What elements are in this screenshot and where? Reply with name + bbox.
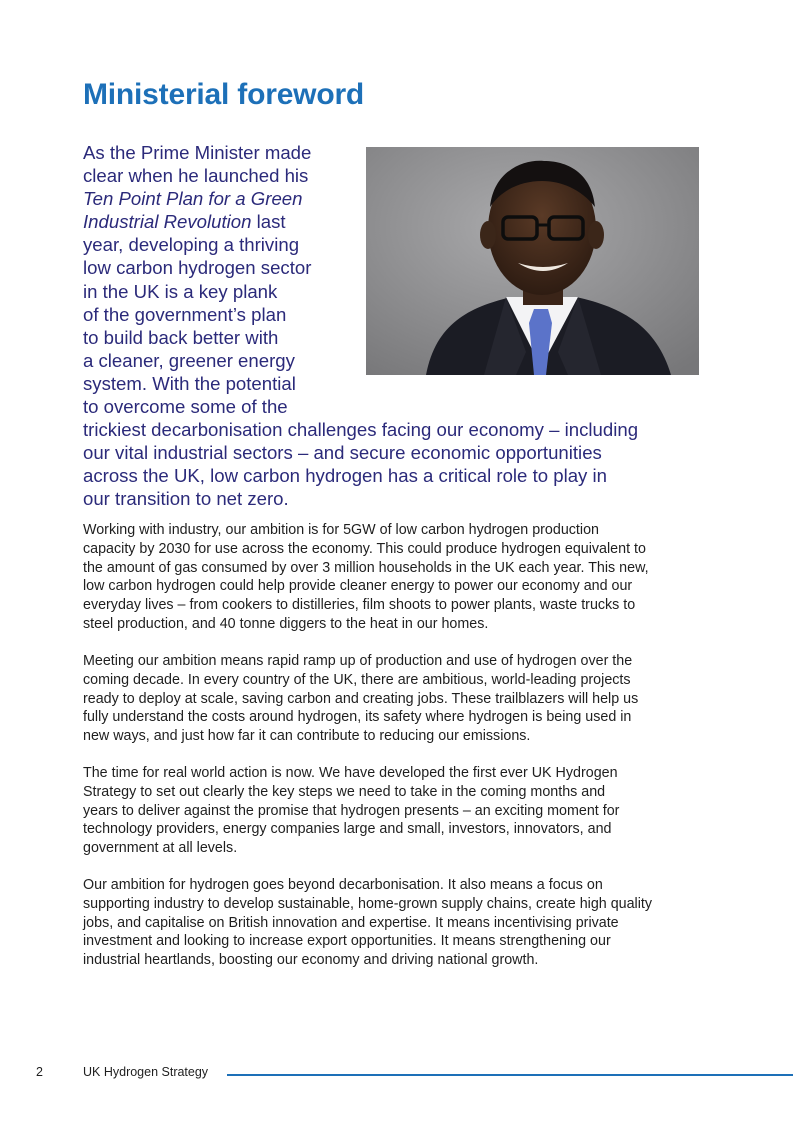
body-line: technology providers, energy companies large and small, investors, innovators, and	[83, 821, 612, 838]
body-line: fully understand the costs around hydrogen, its safety where hydrogen is being used in	[83, 709, 632, 726]
body-line: jobs, and capitalise on British innovation and expertise. It means incentivising private	[83, 914, 619, 931]
lead-line: a cleaner, greener energy	[83, 349, 295, 371]
lead-text: last	[251, 211, 286, 233]
body-line: new ways, and just how far it can contribute to reducing our emissions.	[83, 728, 531, 745]
lead-line: system. With the potential	[83, 372, 296, 394]
body-paragraph	[83, 521, 708, 634]
lead-line: clear when he launched his	[83, 165, 309, 187]
page-title: Ministerial foreword	[83, 78, 365, 111]
lead-line: across the UK, low carbon hydrogen has a critical role to play in	[83, 465, 607, 487]
body-line: investment and looking to increase export opportunities. It means strengthening our	[83, 933, 611, 950]
body-line: years to deliver against the promise that hydrogen presents – an exciting moment for	[83, 802, 620, 819]
minister-portrait-photo	[366, 147, 699, 375]
lead-line: trickiest decarbonisation challenges facing our economy – including	[83, 419, 639, 441]
plan-title-italic: Ten Point Plan for a Green	[83, 188, 303, 210]
body-line: Working with industry, our ambition is for 5GW of low carbon hydrogen production	[83, 522, 599, 538]
lead-line: low carbon hydrogen sector	[83, 257, 312, 279]
body-line: Strategy to set out clearly the key steps we need to take in the coming months and	[83, 783, 606, 800]
body-line: coming decade. In every country of the UK, there are ambitious, world-leading projects	[83, 671, 631, 688]
body-line: low carbon hydrogen could help provide cleaner energy to power our economy and our	[83, 578, 633, 595]
plan-title-italic: Industrial Revolution	[83, 211, 252, 233]
body-paragraph	[83, 876, 708, 970]
lead-line: As the Prime Minister made	[83, 142, 312, 163]
body-paragraph	[83, 764, 708, 858]
page-number: 2	[36, 1065, 43, 1079]
body-line: supporting industry to develop sustainable, home-grown supply chains, create high quality	[83, 895, 653, 912]
lead-line: of the government’s plan	[83, 303, 287, 325]
body-line: ready to deploy at scale, saving carbon and creating jobs. These trailblazers will help us	[83, 690, 639, 707]
lead-line: year, developing a thriving	[83, 234, 300, 256]
body-line: The time for real world action is now. We have developed the first ever UK Hydrogen	[83, 765, 618, 781]
footer-divider	[227, 1074, 793, 1076]
body-line: the amount of gas consumed by over 3 million households in the UK each year. This new,	[83, 559, 649, 576]
body-line: Meeting our ambition means rapid ramp up of production and use of hydrogen over the	[83, 653, 633, 669]
body-line: everyday lives – from cookers to distilleries, film shoots to power plants, waste trucks to	[83, 597, 636, 614]
lead-line: to overcome some of the	[83, 396, 288, 418]
footer-document-title: UK Hydrogen Strategy	[83, 1065, 209, 1079]
body-line: capacity by 2030 for use across the economy. This could produce hydrogen equivalent to	[83, 540, 646, 557]
lead-line: our transition to net zero.	[83, 488, 289, 510]
lead-line: to build back better with	[83, 326, 279, 348]
lead-line: in the UK is a key plank	[83, 280, 278, 302]
body-line: steel production, and 40 tonne diggers to the heat in our homes.	[83, 615, 489, 632]
body-line: Our ambition for hydrogen goes beyond decarbonisation. It also means a focus on	[83, 877, 603, 893]
body-paragraph	[83, 652, 708, 746]
body-line: government at all levels.	[83, 840, 238, 857]
body-line: industrial heartlands, boosting our economy and driving national growth.	[83, 952, 539, 969]
lead-line: our vital industrial sectors – and secure economic opportunities	[83, 442, 602, 464]
